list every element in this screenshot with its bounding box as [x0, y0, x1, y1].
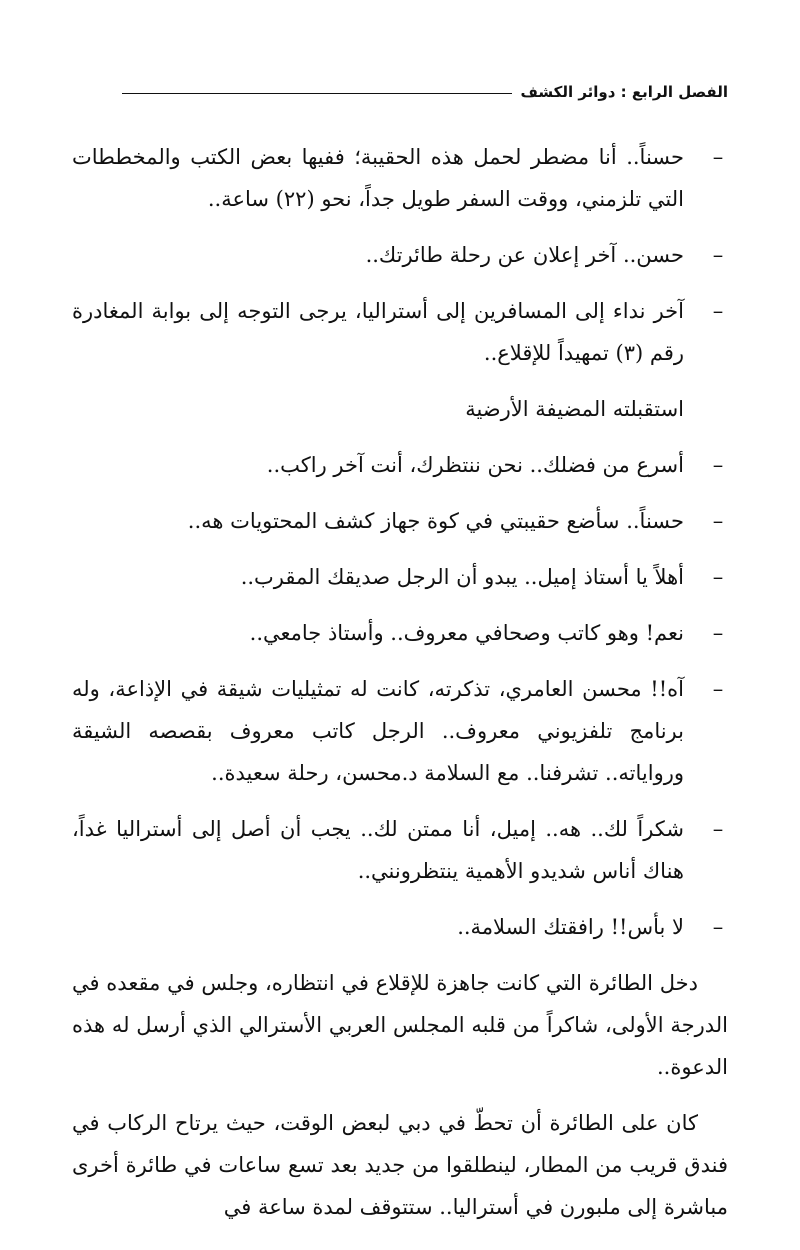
dialogue-line	[72, 234, 728, 276]
dialogue-dash: –	[712, 565, 724, 589]
dialogue-dash: –	[712, 817, 724, 841]
dialogue-line	[72, 444, 728, 486]
dialogue-text: آخر نداء إلى المسافرين إلى أستراليا، يرجى التوجه إلى بوابة المغادرة رقم (٣) تمهيداً للإقلاع..	[72, 299, 684, 365]
body-paragraph: دخل الطائرة التي كانت جاهزة للإقلاع في انتظاره، وجلس في مقعده في الدرجة الأولى، شاكراً من قلبه المجلس العربي الأسترالي الذي أرسل له هذه الدعوة..	[72, 971, 728, 1079]
dialogue-text: حسناً.. سأضع حقيبتي في كوة جهاز كشف المحتويات هه..	[187, 509, 684, 533]
dialogue-dash: –	[712, 509, 724, 533]
body-paragraph: كان على الطائرة أن تحطّ في دبي لبعض الوقت، حيث يرتاح الركاب في فندق قريب من المطار، لينطلقوا من جديد بعد تسع ساعات في طائرة أخرى مباشرة إلى ملبورن في أستراليا.. ستتوقف لمدة ساعة في	[72, 1111, 728, 1219]
page-body	[72, 136, 728, 1242]
dialogue-text: نعم! وهو كاتب وصحافي معروف.. وأستاذ جامعي..	[249, 621, 684, 645]
dialogue-line	[72, 290, 728, 374]
dialogue-dash: –	[712, 145, 724, 169]
dialogue-dash: –	[712, 243, 724, 267]
dialogue-text: حسناً.. أنا مضطر لحمل هذه الحقيبة؛ ففيها بعض الكتب والمخططات التي تلزمني، ووقت السفر طويل جداً، نحو (٢٢) ساعة..	[72, 145, 684, 211]
dialogue-line	[72, 668, 728, 794]
dialogue-dash: –	[712, 621, 724, 645]
chapter-title: الفصل الرابع : دوائر الكشف	[520, 83, 728, 101]
dialogue-line	[72, 906, 728, 948]
dialogue-dash: –	[712, 915, 724, 939]
dialogue-line	[72, 612, 728, 654]
dialogue-text: شكراً لك.. هه.. إميل، أنا ممتن لك.. يجب أن أصل إلى أستراليا غداً، هناك أناس شديدو الأهمية ينتظرونني..	[72, 817, 684, 883]
dialogue-text: لا بأس!! رافقتك السلامة..	[457, 915, 684, 939]
dialogue-text: آه!! محسن العامري، تذكرته، كانت له تمثيليات شيقة في الإذاعة، وله برنامج تلفزيوني معروف.. الرجل كاتب معروف بقصصه الشيقة ورواياته.. تشرفنا.. مع السلامة د.محسن، رحلة سعيدة..	[72, 677, 684, 785]
header-rule	[122, 93, 512, 94]
dialogue-line	[72, 136, 728, 220]
dialogue-dash: –	[712, 299, 724, 323]
dialogue-line	[72, 808, 728, 892]
dialogue-text: أهلاً يا أستاذ إميل.. يبدو أن الرجل صديقك المقرب..	[240, 565, 684, 589]
dialogue-dash: –	[712, 677, 724, 701]
running-header	[122, 80, 728, 104]
dialogue-line	[72, 500, 728, 542]
narration-line: استقبلته المضيفة الأرضية	[465, 397, 684, 421]
dialogue-text: حسن.. آخر إعلان عن رحلة طائرتك..	[365, 243, 684, 267]
dialogue-dash: –	[712, 453, 724, 477]
dialogue-line	[72, 556, 728, 598]
dialogue-text: أسرع من فضلك.. نحن ننتظرك، أنت آخر راكب..	[266, 453, 684, 477]
